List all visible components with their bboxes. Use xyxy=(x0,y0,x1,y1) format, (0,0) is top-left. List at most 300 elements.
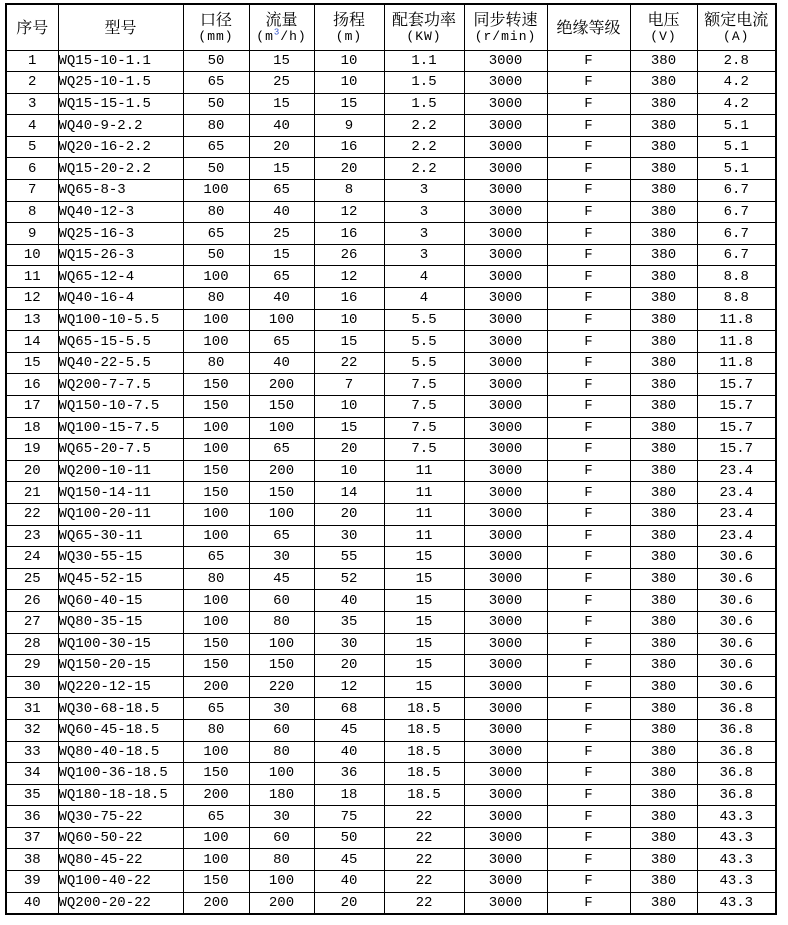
col-title: 型号 xyxy=(104,17,137,37)
cell-index: 14 xyxy=(6,331,58,353)
col-title: 序号 xyxy=(16,17,49,37)
cell-insulation: F xyxy=(547,568,630,590)
cell-diameter: 80 xyxy=(183,719,249,741)
cell-speed: 3000 xyxy=(464,93,547,115)
cell-speed: 3000 xyxy=(464,417,547,439)
table-row xyxy=(6,93,776,115)
table-row xyxy=(6,633,776,655)
cell-insulation: F xyxy=(547,136,630,158)
cell-speed: 3000 xyxy=(464,525,547,547)
cell-power: 2.2 xyxy=(384,158,464,180)
cell-current: 6.7 xyxy=(697,244,776,266)
unit-post: /h) xyxy=(280,29,307,45)
cell-model: WQ40-9-2.2 xyxy=(58,115,183,137)
cell-flow: 15 xyxy=(249,50,314,72)
cell-model: WQ30-75-22 xyxy=(58,806,183,828)
cell-insulation: F xyxy=(547,93,630,115)
cell-flow: 80 xyxy=(249,611,314,633)
cell-head: 26 xyxy=(314,244,384,266)
cell-model: WQ100-20-11 xyxy=(58,503,183,525)
cell-model: WQ65-30-11 xyxy=(58,525,183,547)
cell-model: WQ80-40-18.5 xyxy=(58,741,183,763)
cell-flow: 60 xyxy=(249,827,314,849)
cell-head: 16 xyxy=(314,136,384,158)
table-row xyxy=(6,763,776,785)
col-header-model xyxy=(58,4,183,50)
col-header-head xyxy=(314,4,384,50)
unit-pre: (m xyxy=(256,29,274,45)
cell-power: 22 xyxy=(384,806,464,828)
cell-speed: 3000 xyxy=(464,676,547,698)
cell-current: 23.4 xyxy=(697,482,776,504)
cell-voltage: 380 xyxy=(630,158,697,180)
cell-head: 15 xyxy=(314,331,384,353)
cell-insulation: F xyxy=(547,741,630,763)
cell-power: 18.5 xyxy=(384,763,464,785)
cell-voltage: 380 xyxy=(630,871,697,893)
cell-speed: 3000 xyxy=(464,871,547,893)
table-row xyxy=(6,482,776,504)
table-row xyxy=(6,439,776,461)
col-unit: (mm) xyxy=(198,29,234,45)
cell-head: 55 xyxy=(314,547,384,569)
cell-current: 2.8 xyxy=(697,50,776,72)
cell-head: 10 xyxy=(314,460,384,482)
cell-diameter: 200 xyxy=(183,676,249,698)
cell-speed: 3000 xyxy=(464,266,547,288)
table-row xyxy=(6,460,776,482)
cell-voltage: 380 xyxy=(630,763,697,785)
cell-speed: 3000 xyxy=(464,655,547,677)
cell-current: 15.7 xyxy=(697,417,776,439)
cell-diameter: 100 xyxy=(183,741,249,763)
cell-flow: 30 xyxy=(249,547,314,569)
cell-power: 15 xyxy=(384,590,464,612)
cell-speed: 3000 xyxy=(464,590,547,612)
cell-current: 30.6 xyxy=(697,547,776,569)
col-title: 流量 xyxy=(265,9,298,29)
cell-flow: 200 xyxy=(249,460,314,482)
cell-model: WQ60-40-15 xyxy=(58,590,183,612)
cell-current: 8.8 xyxy=(697,266,776,288)
cell-model: WQ80-35-15 xyxy=(58,611,183,633)
cell-diameter: 150 xyxy=(183,374,249,396)
cell-head: 40 xyxy=(314,871,384,893)
cell-head: 12 xyxy=(314,676,384,698)
cell-power: 18.5 xyxy=(384,741,464,763)
cell-flow: 100 xyxy=(249,633,314,655)
cell-diameter: 80 xyxy=(183,352,249,374)
cell-voltage: 380 xyxy=(630,439,697,461)
cell-diameter: 100 xyxy=(183,503,249,525)
cell-flow: 30 xyxy=(249,806,314,828)
cell-power: 11 xyxy=(384,460,464,482)
cell-flow: 15 xyxy=(249,158,314,180)
cell-model: WQ60-45-18.5 xyxy=(58,719,183,741)
col-title: 扬程 xyxy=(332,9,365,29)
cell-flow: 100 xyxy=(249,417,314,439)
cell-flow: 100 xyxy=(249,763,314,785)
cell-current: 4.2 xyxy=(697,93,776,115)
cell-speed: 3000 xyxy=(464,827,547,849)
cell-voltage: 380 xyxy=(630,396,697,418)
cell-power: 1.1 xyxy=(384,50,464,72)
cell-diameter: 100 xyxy=(183,331,249,353)
cell-power: 3 xyxy=(384,223,464,245)
cell-power: 5.5 xyxy=(384,331,464,353)
cell-insulation: F xyxy=(547,849,630,871)
cell-index: 28 xyxy=(6,633,58,655)
table-row xyxy=(6,871,776,893)
cell-head: 52 xyxy=(314,568,384,590)
cell-index: 4 xyxy=(6,115,58,137)
cell-current: 11.8 xyxy=(697,331,776,353)
col-unit: (m) xyxy=(335,29,363,45)
cell-insulation: F xyxy=(547,611,630,633)
cell-head: 12 xyxy=(314,266,384,288)
cell-model: WQ20-16-2.2 xyxy=(58,136,183,158)
cell-voltage: 380 xyxy=(630,93,697,115)
cell-index: 2 xyxy=(6,72,58,94)
cell-model: WQ40-12-3 xyxy=(58,201,183,223)
cell-model: WQ80-45-22 xyxy=(58,849,183,871)
cell-head: 22 xyxy=(314,352,384,374)
cell-speed: 3000 xyxy=(464,136,547,158)
col-unit: (KW) xyxy=(406,29,442,45)
cell-power: 15 xyxy=(384,655,464,677)
cell-model: WQ150-14-11 xyxy=(58,482,183,504)
cell-model: WQ60-50-22 xyxy=(58,827,183,849)
cell-current: 6.7 xyxy=(697,180,776,202)
cell-insulation: F xyxy=(547,417,630,439)
cell-index: 17 xyxy=(6,396,58,418)
cell-head: 10 xyxy=(314,396,384,418)
cell-model: WQ150-10-7.5 xyxy=(58,396,183,418)
cell-flow: 40 xyxy=(249,115,314,137)
cell-index: 21 xyxy=(6,482,58,504)
table-header-row xyxy=(6,4,776,50)
cell-power: 22 xyxy=(384,849,464,871)
cell-diameter: 150 xyxy=(183,460,249,482)
cell-model: WQ180-18-18.5 xyxy=(58,784,183,806)
cell-speed: 3000 xyxy=(464,503,547,525)
table-row xyxy=(6,525,776,547)
cell-current: 36.8 xyxy=(697,763,776,785)
cell-speed: 3000 xyxy=(464,892,547,914)
col-header-index xyxy=(6,4,58,50)
table-row xyxy=(6,396,776,418)
cell-index: 7 xyxy=(6,180,58,202)
table-row xyxy=(6,244,776,266)
cell-head: 68 xyxy=(314,698,384,720)
cell-current: 43.3 xyxy=(697,892,776,914)
cell-voltage: 380 xyxy=(630,72,697,94)
cell-speed: 3000 xyxy=(464,244,547,266)
cell-diameter: 50 xyxy=(183,244,249,266)
cell-voltage: 380 xyxy=(630,482,697,504)
cell-voltage: 380 xyxy=(630,374,697,396)
cell-diameter: 200 xyxy=(183,892,249,914)
col-unit xyxy=(250,29,314,45)
cell-model: WQ100-40-22 xyxy=(58,871,183,893)
cell-diameter: 100 xyxy=(183,590,249,612)
table-row xyxy=(6,655,776,677)
cell-flow: 150 xyxy=(249,396,314,418)
cell-diameter: 150 xyxy=(183,396,249,418)
cell-index: 18 xyxy=(6,417,58,439)
cell-index: 38 xyxy=(6,849,58,871)
cell-insulation: F xyxy=(547,396,630,418)
cell-diameter: 80 xyxy=(183,568,249,590)
cell-index: 11 xyxy=(6,266,58,288)
cell-head: 35 xyxy=(314,611,384,633)
cell-flow: 150 xyxy=(249,482,314,504)
cell-speed: 3000 xyxy=(464,72,547,94)
col-unit: (V) xyxy=(650,29,677,45)
table-row xyxy=(6,568,776,590)
cell-current: 6.7 xyxy=(697,201,776,223)
table-row xyxy=(6,590,776,612)
cell-index: 16 xyxy=(6,374,58,396)
cell-insulation: F xyxy=(547,115,630,137)
table-row xyxy=(6,611,776,633)
cell-head: 15 xyxy=(314,93,384,115)
cell-power: 5.5 xyxy=(384,352,464,374)
cell-power: 3 xyxy=(384,201,464,223)
cell-model: WQ25-16-3 xyxy=(58,223,183,245)
cell-flow: 65 xyxy=(249,331,314,353)
cell-model: WQ65-12-4 xyxy=(58,266,183,288)
col-header-speed xyxy=(464,4,547,50)
table-row xyxy=(6,503,776,525)
cell-voltage: 380 xyxy=(630,180,697,202)
cell-flow: 20 xyxy=(249,136,314,158)
cell-diameter: 100 xyxy=(183,827,249,849)
cell-voltage: 380 xyxy=(630,136,697,158)
cell-model: WQ100-15-7.5 xyxy=(58,417,183,439)
cell-flow: 65 xyxy=(249,525,314,547)
cell-model: WQ200-7-7.5 xyxy=(58,374,183,396)
cell-model: WQ100-36-18.5 xyxy=(58,763,183,785)
cell-index: 6 xyxy=(6,158,58,180)
cell-model: WQ15-10-1.1 xyxy=(58,50,183,72)
col-header-flow xyxy=(249,4,314,50)
cell-diameter: 50 xyxy=(183,50,249,72)
cell-diameter: 65 xyxy=(183,547,249,569)
cell-current: 43.3 xyxy=(697,849,776,871)
cell-current: 23.4 xyxy=(697,525,776,547)
cell-current: 36.8 xyxy=(697,698,776,720)
cell-voltage: 380 xyxy=(630,266,697,288)
cell-index: 9 xyxy=(6,223,58,245)
cell-flow: 220 xyxy=(249,676,314,698)
cell-voltage: 380 xyxy=(630,288,697,310)
cell-voltage: 380 xyxy=(630,698,697,720)
cell-diameter: 80 xyxy=(183,201,249,223)
cell-insulation: F xyxy=(547,784,630,806)
cell-speed: 3000 xyxy=(464,352,547,374)
cell-index: 5 xyxy=(6,136,58,158)
table-row xyxy=(6,827,776,849)
cell-power: 15 xyxy=(384,633,464,655)
cell-model: WQ65-8-3 xyxy=(58,180,183,202)
cell-voltage: 380 xyxy=(630,633,697,655)
cell-model: WQ65-20-7.5 xyxy=(58,439,183,461)
cell-model: WQ45-52-15 xyxy=(58,568,183,590)
cell-head: 18 xyxy=(314,784,384,806)
superscript-3: 3 xyxy=(273,27,281,38)
col-unit: (r/min) xyxy=(474,29,537,45)
cell-speed: 3000 xyxy=(464,439,547,461)
table-row xyxy=(6,288,776,310)
cell-flow: 30 xyxy=(249,698,314,720)
cell-insulation: F xyxy=(547,223,630,245)
cell-diameter: 100 xyxy=(183,309,249,331)
cell-power: 2.2 xyxy=(384,136,464,158)
cell-insulation: F xyxy=(547,503,630,525)
cell-voltage: 380 xyxy=(630,676,697,698)
cell-current: 15.7 xyxy=(697,374,776,396)
cell-flow: 100 xyxy=(249,503,314,525)
cell-speed: 3000 xyxy=(464,806,547,828)
cell-power: 11 xyxy=(384,525,464,547)
cell-head: 7 xyxy=(314,374,384,396)
cell-power: 3 xyxy=(384,180,464,202)
cell-speed: 3000 xyxy=(464,288,547,310)
cell-insulation: F xyxy=(547,698,630,720)
table-row xyxy=(6,266,776,288)
cell-flow: 60 xyxy=(249,719,314,741)
cell-voltage: 380 xyxy=(630,849,697,871)
cell-power: 18.5 xyxy=(384,719,464,741)
cell-speed: 3000 xyxy=(464,309,547,331)
cell-index: 3 xyxy=(6,93,58,115)
cell-insulation: F xyxy=(547,892,630,914)
cell-insulation: F xyxy=(547,288,630,310)
cell-current: 15.7 xyxy=(697,439,776,461)
col-header-insulation xyxy=(547,4,630,50)
col-title: 同步转速 xyxy=(473,9,538,29)
cell-current: 11.8 xyxy=(697,309,776,331)
cell-current: 30.6 xyxy=(697,568,776,590)
cell-power: 3 xyxy=(384,244,464,266)
cell-model: WQ40-16-4 xyxy=(58,288,183,310)
table-row xyxy=(6,136,776,158)
cell-index: 29 xyxy=(6,655,58,677)
cell-power: 7.5 xyxy=(384,439,464,461)
cell-speed: 3000 xyxy=(464,568,547,590)
cell-model: WQ25-10-1.5 xyxy=(58,72,183,94)
cell-speed: 3000 xyxy=(464,223,547,245)
cell-current: 23.4 xyxy=(697,503,776,525)
cell-insulation: F xyxy=(547,244,630,266)
cell-head: 15 xyxy=(314,417,384,439)
cell-voltage: 380 xyxy=(630,784,697,806)
cell-insulation: F xyxy=(547,352,630,374)
cell-diameter: 80 xyxy=(183,288,249,310)
cell-speed: 3000 xyxy=(464,741,547,763)
cell-current: 4.2 xyxy=(697,72,776,94)
cell-index: 13 xyxy=(6,309,58,331)
col-title: 额定电流 xyxy=(704,9,769,29)
cell-power: 18.5 xyxy=(384,698,464,720)
cell-model: WQ65-15-5.5 xyxy=(58,331,183,353)
cell-insulation: F xyxy=(547,158,630,180)
cell-head: 20 xyxy=(314,439,384,461)
cell-model: WQ200-10-11 xyxy=(58,460,183,482)
cell-insulation: F xyxy=(547,439,630,461)
cell-power: 7.5 xyxy=(384,374,464,396)
cell-voltage: 380 xyxy=(630,719,697,741)
cell-insulation: F xyxy=(547,633,630,655)
cell-diameter: 65 xyxy=(183,72,249,94)
cell-power: 1.5 xyxy=(384,72,464,94)
cell-diameter: 200 xyxy=(183,784,249,806)
cell-current: 11.8 xyxy=(697,352,776,374)
cell-diameter: 80 xyxy=(183,115,249,137)
cell-voltage: 380 xyxy=(630,655,697,677)
table-row xyxy=(6,72,776,94)
cell-index: 34 xyxy=(6,763,58,785)
cell-head: 20 xyxy=(314,655,384,677)
cell-insulation: F xyxy=(547,50,630,72)
cell-insulation: F xyxy=(547,806,630,828)
cell-power: 18.5 xyxy=(384,784,464,806)
cell-index: 25 xyxy=(6,568,58,590)
cell-head: 20 xyxy=(314,503,384,525)
cell-voltage: 380 xyxy=(630,331,697,353)
cell-speed: 3000 xyxy=(464,115,547,137)
table-row xyxy=(6,180,776,202)
cell-index: 22 xyxy=(6,503,58,525)
cell-diameter: 150 xyxy=(183,763,249,785)
cell-power: 22 xyxy=(384,871,464,893)
cell-insulation: F xyxy=(547,871,630,893)
cell-head: 40 xyxy=(314,741,384,763)
cell-diameter: 50 xyxy=(183,158,249,180)
cell-voltage: 380 xyxy=(630,115,697,137)
cell-model: WQ150-20-15 xyxy=(58,655,183,677)
cell-index: 35 xyxy=(6,784,58,806)
cell-flow: 65 xyxy=(249,266,314,288)
cell-index: 31 xyxy=(6,698,58,720)
cell-head: 16 xyxy=(314,288,384,310)
cell-speed: 3000 xyxy=(464,719,547,741)
table-row xyxy=(6,309,776,331)
cell-head: 50 xyxy=(314,827,384,849)
table-row xyxy=(6,741,776,763)
cell-voltage: 380 xyxy=(630,244,697,266)
cell-model: WQ15-26-3 xyxy=(58,244,183,266)
table-row xyxy=(6,50,776,72)
cell-voltage: 380 xyxy=(630,503,697,525)
cell-insulation: F xyxy=(547,201,630,223)
cell-voltage: 380 xyxy=(630,223,697,245)
cell-insulation: F xyxy=(547,763,630,785)
cell-model: WQ30-55-15 xyxy=(58,547,183,569)
cell-voltage: 380 xyxy=(630,590,697,612)
table-row xyxy=(6,806,776,828)
col-unit: (A) xyxy=(723,29,750,45)
table-row xyxy=(6,352,776,374)
cell-power: 7.5 xyxy=(384,417,464,439)
cell-flow: 180 xyxy=(249,784,314,806)
cell-diameter: 50 xyxy=(183,93,249,115)
cell-diameter: 150 xyxy=(183,655,249,677)
cell-head: 20 xyxy=(314,892,384,914)
col-header-diameter xyxy=(183,4,249,50)
cell-flow: 65 xyxy=(249,439,314,461)
